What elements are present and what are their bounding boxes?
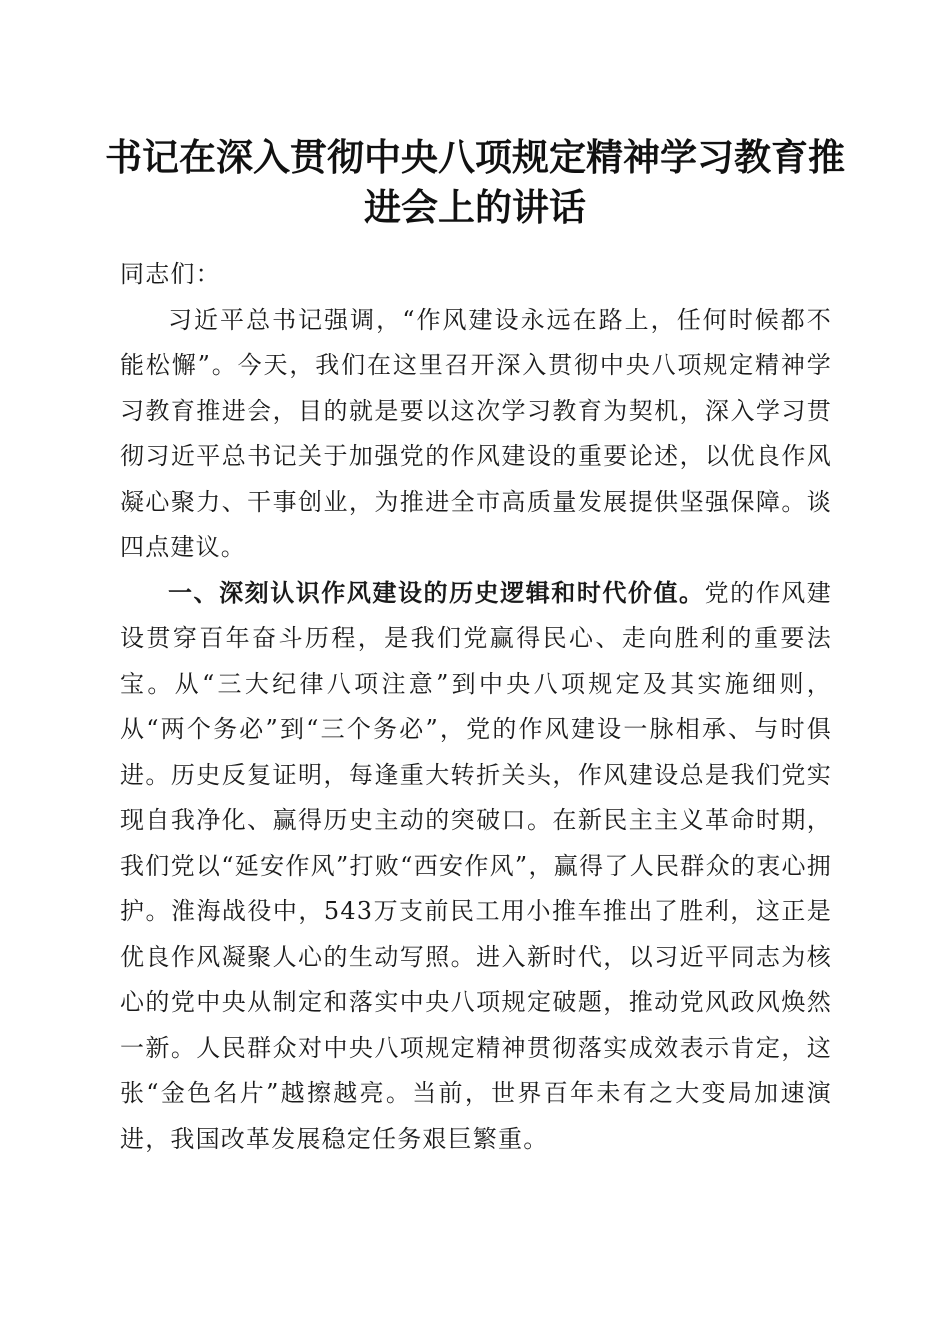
section-1-heading: 一、深刻认识作风建设的历史逻辑和时代价值。 (168, 578, 705, 607)
document-body (120, 252, 832, 1162)
salutation: 同志们： (120, 260, 221, 288)
title-line-1: 书记在深入贯彻中央八项规定精神学习教育推 (105, 135, 845, 179)
intro-paragraph: 习近平总书记强调，“作风建设永远在路上，任何时候都不能松懈”。今天，我们在这里召开深入贯彻中央八项规定精神学习教育推进会，目的就是要以这次学习教育为契机，深入学习贯彻习近平总书记关于加强党的作风建设的重要论述，以优良作风凝心聚力、干事创业，为推进全市高质量发展提供坚强保障。谈四点建议。 (120, 305, 832, 561)
section-1-paragraph (120, 571, 832, 1163)
document-title (100, 132, 850, 232)
title-line-2: 进会上的讲话 (364, 185, 586, 229)
section-1-body: 党的作风建设贯穿百年奋斗历程，是我们党赢得民心、走向胜利的重要法宝。从“三大纪律八项注意”到中央八项规定及其实施细则，从“两个务必”到“三个务必”，党的作风建设一脉相承、与时俱进。历史反复证明，每逢重大转折关头，作风建设总是我们党实现自我净化、赢得历史主动的突破口。在新民主主义革命时期，我们党以“延安作风”打败“西安作风”，赢得了人民群众的衷心拥护。淮海战役中，543万支前民工用小推车推出了胜利，这正是优良作风凝聚人心的生动写照。进入新时代，以习近平同志为核心的党中央从制定和落实中央八项规定破题，推动党风政风焕然一新。人民群众对中央八项规定精神贯彻落实成效表示肯定，这张“金色名片”越擦越亮。当前，世界百年未有之大变局加速演进，我国改革发展稳定任务艰巨繁重。 (120, 578, 833, 1153)
